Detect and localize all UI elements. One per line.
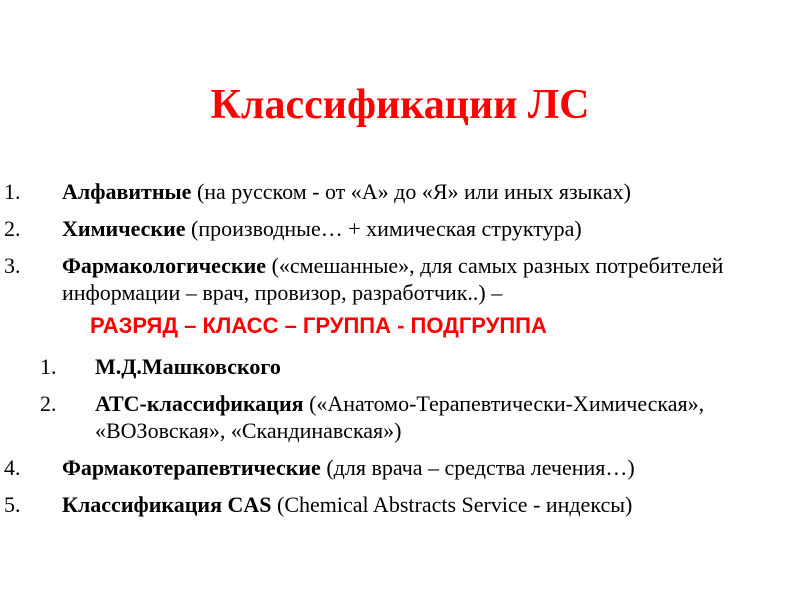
item-number: 4. bbox=[4, 455, 21, 480]
item-term: Химические bbox=[62, 216, 186, 241]
sub-list-item bbox=[0, 390, 800, 444]
list-item bbox=[0, 178, 800, 205]
classification-list bbox=[0, 178, 800, 528]
list-item bbox=[0, 215, 800, 242]
item-number: 5. bbox=[4, 492, 21, 517]
sub-list-item bbox=[0, 353, 800, 380]
item-description: (производные… + химическая структура) bbox=[185, 216, 582, 241]
item-description: («смешанные», для самых разных потребителей информации – врач, провизор, разработчик..) – bbox=[62, 253, 724, 305]
item-number: 3. bbox=[4, 253, 21, 278]
sub-item-number: 2. bbox=[40, 391, 57, 416]
item-term: Фармакологические bbox=[62, 253, 267, 278]
list-item bbox=[0, 491, 800, 518]
sub-item-term: М.Д.Машковского bbox=[95, 354, 281, 379]
item-description: (для врача – средства лечения…) bbox=[320, 455, 635, 480]
item-description: (на русском - от «А» до «Я» или иных языках) bbox=[191, 179, 631, 204]
item-term: Алфавитные bbox=[62, 179, 192, 204]
list-item bbox=[0, 252, 800, 306]
item-number: 2. bbox=[4, 216, 21, 241]
item-term: Классификация CAS bbox=[62, 492, 272, 517]
page-title: Классификации ЛС bbox=[210, 82, 590, 128]
hierarchy-highlight: РАЗРЯД – КЛАСС – ГРУППА - ПОДГРУППА bbox=[90, 313, 547, 338]
item-description: (Chemical Abstracts Service - индексы) bbox=[271, 492, 633, 517]
sub-item-number: 1. bbox=[40, 354, 57, 379]
item-number: 1. bbox=[4, 179, 21, 204]
sub-item-description: («Анатомо-Терапевтически-Химическая», «ВОЗовская», «Скандинавская») bbox=[95, 391, 705, 443]
list-item bbox=[0, 454, 800, 481]
sub-item-term: АТС-классификация bbox=[95, 391, 304, 416]
item-term: Фармакотерапевтические bbox=[62, 455, 321, 480]
